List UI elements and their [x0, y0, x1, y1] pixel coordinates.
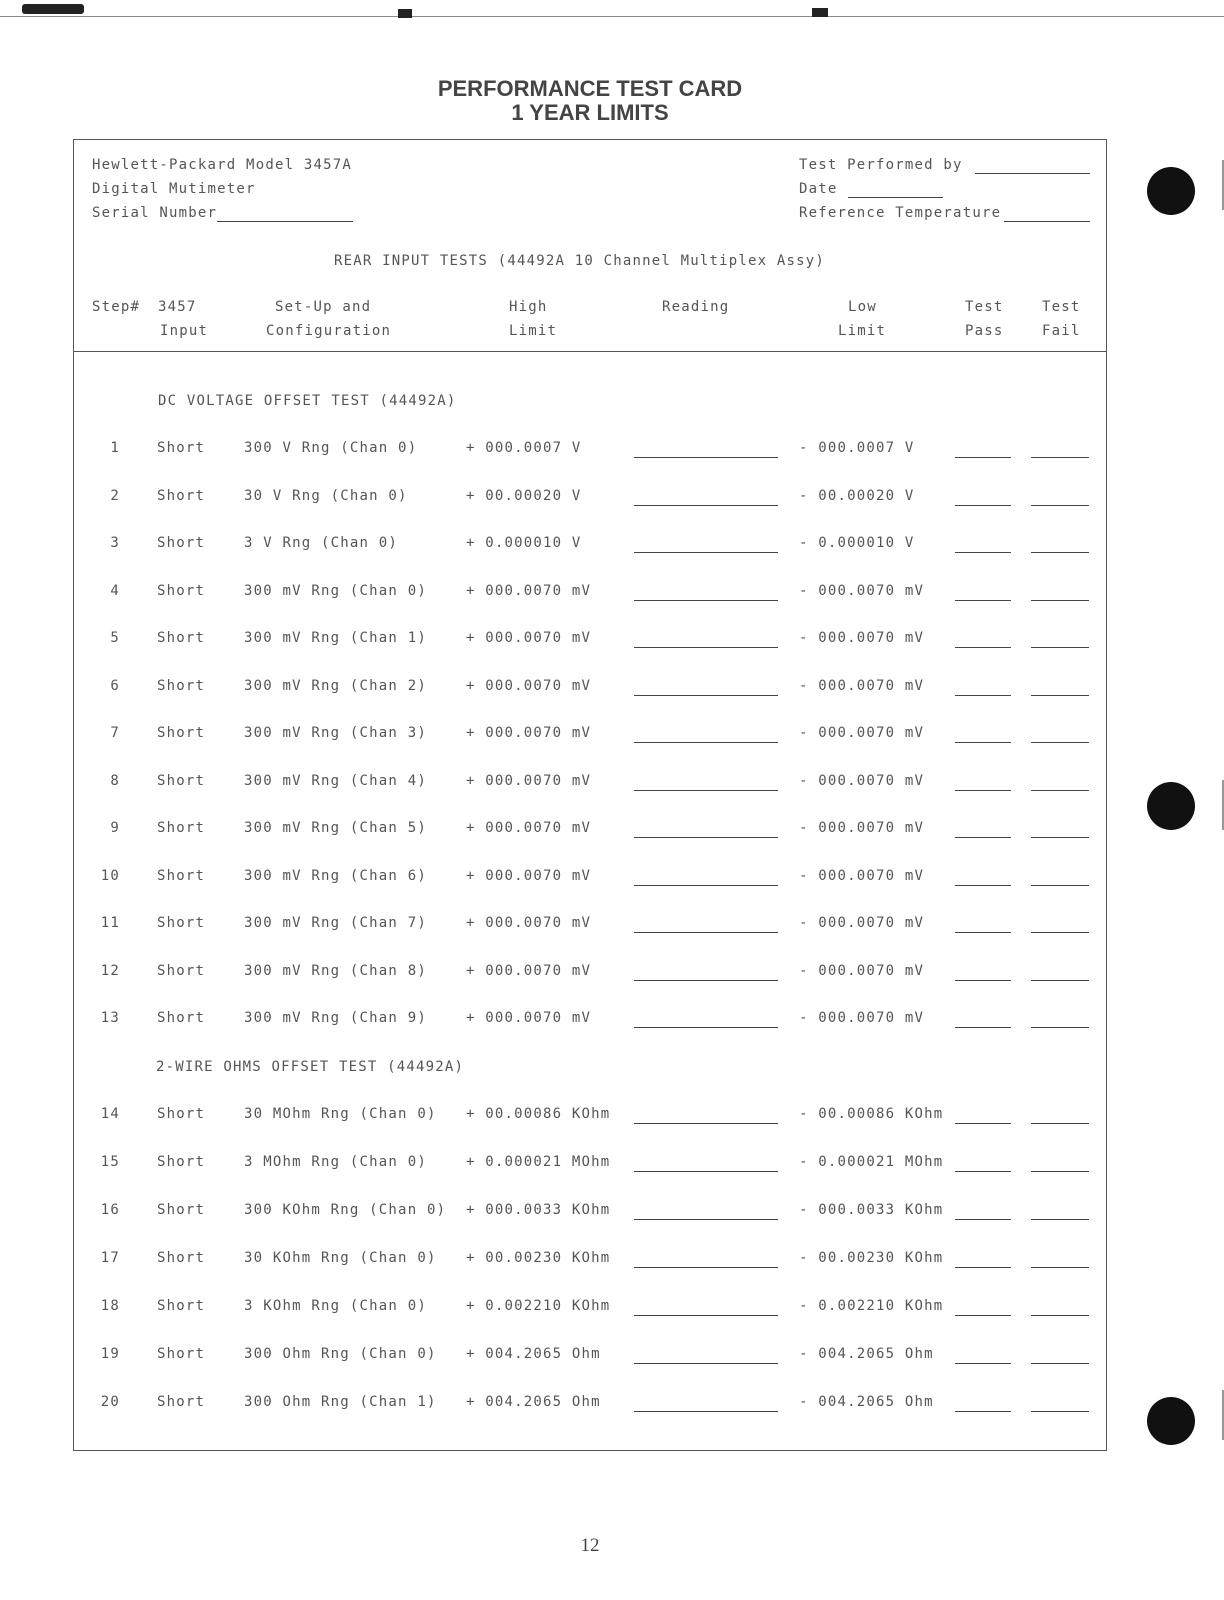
test-pass-field[interactable] — [955, 980, 1011, 981]
serial-number-field[interactable] — [217, 221, 353, 222]
high-limit: + 000.0070 mV — [466, 962, 592, 979]
low-limit: - 004.2065 Ohm — [799, 1346, 934, 1362]
step-number: 6 — [110, 677, 120, 694]
col-test-fail: Test — [1042, 299, 1081, 315]
scan-top-edge — [0, 0, 1224, 17]
performed-by-label: Test Performed by — [799, 157, 963, 173]
high-limit: + 0.000021 MOhm — [466, 1154, 611, 1170]
low-limit: - 0.000010 V — [799, 535, 915, 551]
col-low-limit: Low — [848, 299, 877, 315]
high-limit: + 000.0033 KOhm — [466, 1202, 611, 1218]
high-limit: + 00.00230 KOhm — [466, 1250, 611, 1266]
setup-configuration: 300 Ohm Rng (Chan 0) — [244, 1346, 437, 1362]
reading-field[interactable] — [634, 885, 778, 886]
section-heading-ohms: 2-WIRE OHMS OFFSET TEST (44492A) — [156, 1059, 465, 1075]
low-limit: - 00.00020 V — [799, 487, 915, 504]
reading-field[interactable] — [634, 980, 778, 981]
test-fail-field[interactable] — [1031, 1027, 1089, 1028]
setup-configuration: 300 KOhm Rng (Chan 0) — [244, 1202, 447, 1218]
input-type: Short — [157, 535, 206, 551]
low-limit: - 000.0070 mV — [799, 630, 925, 646]
input-type: Short — [157, 1298, 206, 1314]
reading-field[interactable] — [634, 552, 778, 553]
col-reading: Reading — [662, 299, 730, 315]
col-setup: Configuration — [266, 323, 392, 339]
test-fail-field[interactable] — [1031, 505, 1089, 506]
input-type: Short — [157, 772, 206, 789]
step-number: 3 — [110, 535, 120, 551]
input-type: Short — [157, 582, 206, 599]
test-fail-field[interactable] — [1031, 600, 1089, 601]
high-limit: + 00.00020 V — [466, 487, 582, 504]
low-limit: - 000.0070 mV — [799, 915, 925, 931]
test-pass-field[interactable] — [955, 1411, 1011, 1412]
test-pass-field[interactable] — [955, 1267, 1011, 1268]
high-limit: + 000.0070 mV — [466, 725, 592, 741]
test-fail-field[interactable] — [1031, 695, 1089, 696]
low-limit: - 000.0070 mV — [799, 867, 925, 884]
step-number: 13 — [100, 1010, 120, 1026]
reading-field[interactable] — [634, 505, 778, 506]
date-label: Date — [799, 181, 838, 197]
setup-configuration: 300 mV Rng (Chan 1) — [244, 630, 427, 646]
low-limit: - 000.0070 mV — [799, 962, 925, 979]
reading-field[interactable] — [634, 742, 778, 743]
reading-field[interactable] — [634, 1267, 778, 1268]
setup-configuration: 300 mV Rng (Chan 3) — [244, 725, 427, 741]
step-number: 19 — [100, 1346, 120, 1362]
test-pass-field[interactable] — [955, 1027, 1011, 1028]
input-type: Short — [157, 440, 206, 456]
low-limit: - 000.0007 V — [799, 440, 915, 456]
step-number: 10 — [100, 867, 120, 884]
input-type: Short — [157, 725, 206, 741]
scan-mark — [812, 8, 828, 17]
reading-field[interactable] — [634, 1027, 778, 1028]
test-pass-field[interactable] — [955, 837, 1011, 838]
reading-field[interactable] — [634, 600, 778, 601]
step-number: 17 — [100, 1250, 120, 1266]
test-fail-field[interactable] — [1031, 457, 1089, 458]
high-limit: + 000.0007 V — [466, 440, 582, 456]
input-type: Short — [157, 1394, 206, 1410]
date-field[interactable] — [848, 197, 943, 198]
model-label: Hewlett-Packard Model 3457A — [92, 157, 352, 173]
reading-field[interactable] — [634, 932, 778, 933]
step-number: 14 — [100, 1106, 120, 1122]
test-fail-field[interactable] — [1031, 1267, 1089, 1268]
col-low-limit: Limit — [838, 323, 887, 339]
reading-field[interactable] — [634, 647, 778, 648]
test-pass-field[interactable] — [955, 1363, 1011, 1364]
test-fail-field[interactable] — [1031, 1315, 1089, 1316]
low-limit: - 000.0070 mV — [799, 1010, 925, 1026]
test-pass-field[interactable] — [955, 1219, 1011, 1220]
input-type: Short — [157, 677, 206, 694]
test-fail-field[interactable] — [1031, 552, 1089, 553]
step-number: 2 — [110, 487, 120, 504]
page-title: PERFORMANCE TEST CARD — [437, 76, 743, 101]
serial-number-label: Serial Number — [92, 205, 218, 221]
section-heading-dc-voltage: DC VOLTAGE OFFSET TEST (44492A) — [158, 393, 457, 409]
test-fail-field[interactable] — [1031, 980, 1089, 981]
step-number: 8 — [110, 772, 120, 789]
setup-configuration: 30 MOhm Rng (Chan 0) — [244, 1106, 437, 1122]
input-type: Short — [157, 1202, 206, 1218]
input-type: Short — [157, 962, 206, 979]
test-pass-field[interactable] — [955, 647, 1011, 648]
setup-configuration: 30 V Rng (Chan 0) — [244, 487, 408, 504]
low-limit: - 000.0070 mV — [799, 677, 925, 694]
reading-field[interactable] — [634, 1411, 778, 1412]
low-limit: - 000.0070 mV — [799, 772, 925, 789]
high-limit: + 000.0070 mV — [466, 1010, 592, 1026]
test-fail-field[interactable] — [1031, 1363, 1089, 1364]
col-input: Input — [160, 323, 209, 339]
step-number: 1 — [110, 440, 120, 456]
setup-configuration: 300 mV Rng (Chan 6) — [244, 867, 427, 884]
input-type: Short — [157, 1106, 206, 1122]
test-fail-field[interactable] — [1031, 1123, 1089, 1124]
test-pass-field[interactable] — [955, 885, 1011, 886]
test-pass-field[interactable] — [955, 790, 1011, 791]
high-limit: + 000.0070 mV — [466, 867, 592, 884]
col-high-limit: High — [509, 299, 548, 315]
section-title: REAR INPUT TESTS (44492A 10 Channel Multiplex Assy) — [334, 253, 826, 269]
step-number: 5 — [110, 630, 120, 646]
test-pass-field[interactable] — [955, 1315, 1011, 1316]
test-pass-field[interactable] — [955, 1171, 1011, 1172]
page-subtitle: 1 YEAR LIMITS — [511, 100, 669, 125]
test-pass-field[interactable] — [955, 932, 1011, 933]
input-type: Short — [157, 1154, 206, 1170]
setup-configuration: 300 mV Rng (Chan 4) — [244, 772, 427, 789]
high-limit: + 000.0070 mV — [466, 915, 592, 931]
input-type: Short — [157, 1250, 206, 1266]
low-limit: - 004.2065 Ohm — [799, 1394, 934, 1410]
reading-field[interactable] — [634, 1363, 778, 1364]
low-limit: - 0.000021 MOhm — [799, 1154, 944, 1170]
col-test-pass: Test — [965, 299, 1004, 315]
step-number: 16 — [100, 1202, 120, 1218]
low-limit: - 000.0070 mV — [799, 725, 925, 741]
setup-configuration: 3 KOhm Rng (Chan 0) — [244, 1298, 427, 1314]
test-pass-field[interactable] — [955, 552, 1011, 553]
col-step: Step# — [92, 299, 141, 315]
high-limit: + 000.0070 mV — [466, 772, 592, 789]
test-fail-field[interactable] — [1031, 1171, 1089, 1172]
step-number: 20 — [100, 1394, 120, 1410]
input-type: Short — [157, 1346, 206, 1362]
input-type: Short — [157, 487, 206, 504]
reading-field[interactable] — [634, 837, 778, 838]
setup-configuration: 300 mV Rng (Chan 5) — [244, 820, 427, 836]
input-type: Short — [157, 820, 206, 836]
high-limit: + 0.000010 V — [466, 535, 582, 551]
header-divider — [73, 351, 1107, 352]
col-setup: Set-Up and — [275, 299, 372, 315]
binder-hole — [1147, 1397, 1195, 1445]
reading-field[interactable] — [634, 1171, 778, 1172]
scan-mark — [22, 4, 84, 14]
test-fail-field[interactable] — [1031, 1219, 1089, 1220]
high-limit: + 000.0070 mV — [466, 582, 592, 599]
step-number: 12 — [100, 962, 120, 979]
col-test-pass: Pass — [965, 323, 1004, 339]
test-pass-field[interactable] — [955, 457, 1011, 458]
low-limit: - 000.0070 mV — [799, 582, 925, 599]
input-type: Short — [157, 867, 206, 884]
low-limit: - 000.0070 mV — [799, 820, 925, 836]
low-limit: - 000.0033 KOhm — [799, 1202, 944, 1218]
device-label: Digital Mutimeter — [92, 181, 256, 197]
test-pass-field[interactable] — [955, 505, 1011, 506]
test-pass-field[interactable] — [955, 600, 1011, 601]
reading-field[interactable] — [634, 457, 778, 458]
test-fail-field[interactable] — [1031, 837, 1089, 838]
binder-hole — [1147, 782, 1195, 830]
test-fail-field[interactable] — [1031, 1411, 1089, 1412]
step-number: 9 — [110, 820, 120, 836]
reading-field[interactable] — [634, 695, 778, 696]
setup-configuration: 30 KOhm Rng (Chan 0) — [244, 1250, 437, 1266]
reading-field[interactable] — [634, 790, 778, 791]
setup-configuration: 300 mV Rng (Chan 2) — [244, 677, 427, 694]
high-limit: + 000.0070 mV — [466, 630, 592, 646]
step-number: 15 — [100, 1154, 120, 1170]
reference-temperature-field[interactable] — [1004, 221, 1090, 222]
step-number: 4 — [110, 582, 120, 599]
high-limit: + 00.00086 KOhm — [466, 1106, 611, 1122]
step-number: 11 — [100, 915, 120, 931]
test-fail-field[interactable] — [1031, 647, 1089, 648]
test-pass-field[interactable] — [955, 695, 1011, 696]
input-type: Short — [157, 630, 206, 646]
col-high-limit: Limit — [509, 323, 558, 339]
col-test-fail: Fail — [1042, 323, 1081, 339]
test-fail-field[interactable] — [1031, 742, 1089, 743]
high-limit: + 004.2065 Ohm — [466, 1346, 601, 1362]
input-type: Short — [157, 1010, 206, 1026]
setup-configuration: 3 MOhm Rng (Chan 0) — [244, 1154, 427, 1170]
input-type: Short — [157, 915, 206, 931]
high-limit: + 000.0070 mV — [466, 820, 592, 836]
setup-configuration: 300 mV Rng (Chan 0) — [244, 582, 427, 599]
setup-configuration: 300 mV Rng (Chan 8) — [244, 962, 427, 979]
step-number: 18 — [100, 1298, 120, 1314]
setup-configuration: 300 V Rng (Chan 0) — [244, 440, 418, 456]
test-fail-field[interactable] — [1031, 932, 1089, 933]
binder-hole — [1147, 167, 1195, 215]
performed-by-field[interactable] — [975, 173, 1090, 174]
col-input: 3457 — [158, 299, 197, 315]
test-fail-field[interactable] — [1031, 885, 1089, 886]
low-limit: - 00.00086 KOhm — [799, 1106, 944, 1122]
reference-temperature-label: Reference Temperature — [799, 205, 1002, 221]
reading-field[interactable] — [634, 1219, 778, 1220]
setup-configuration: 3 V Rng (Chan 0) — [244, 535, 399, 551]
step-number: 7 — [110, 725, 120, 741]
scan-mark — [398, 9, 412, 18]
setup-configuration: 300 mV Rng (Chan 9) — [244, 1010, 427, 1026]
high-limit: + 0.002210 KOhm — [466, 1298, 611, 1314]
high-limit: + 000.0070 mV — [466, 677, 592, 694]
reading-field[interactable] — [634, 1123, 778, 1124]
reading-field[interactable] — [634, 1315, 778, 1316]
low-limit: - 0.002210 KOhm — [799, 1298, 944, 1314]
test-fail-field[interactable] — [1031, 790, 1089, 791]
test-pass-field[interactable] — [955, 742, 1011, 743]
low-limit: - 00.00230 KOhm — [799, 1250, 944, 1266]
setup-configuration: 300 Ohm Rng (Chan 1) — [244, 1394, 437, 1410]
page-number: 12 — [580, 1535, 600, 1556]
test-pass-field[interactable] — [955, 1123, 1011, 1124]
high-limit: + 004.2065 Ohm — [466, 1394, 601, 1410]
setup-configuration: 300 mV Rng (Chan 7) — [244, 915, 427, 931]
